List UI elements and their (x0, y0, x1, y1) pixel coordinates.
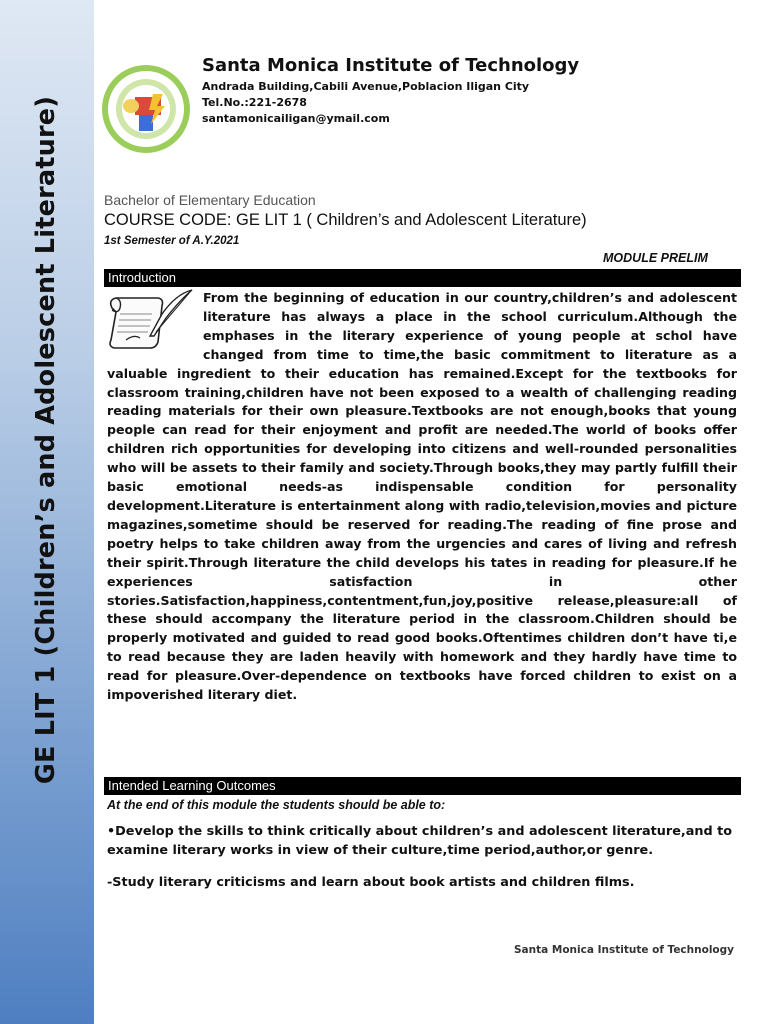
footer-institution: Santa Monica Institute of Technology (513, 944, 734, 956)
quill-spacer (107, 289, 203, 363)
outcome-item: -Study literary criticisms and learn about book artists and children films. (107, 875, 635, 890)
introduction-heading: Introduction (104, 269, 741, 287)
institution-phone: Tel.No.:221-2678 (202, 96, 307, 109)
outcome-item: •Develop the skills to think critically about children’s and adolescent literature,and to examine literary works in view of their culture,time period,author,or genre. (107, 824, 733, 858)
side-course-title: GE LIT 1 (Children’s and Adolescent Literature) (31, 95, 61, 785)
outcomes-heading: Intended Learning Outcomes (104, 777, 741, 795)
institution-email: santamonicailigan@ymail.com (202, 112, 390, 125)
outcomes-intro: At the end of this module the students should be able to: (107, 798, 446, 812)
module-label: MODULE PRELIM (603, 251, 708, 265)
semester-label: 1st Semester of A.Y.2021 (104, 235, 240, 247)
introduction-paragraph: From the beginning of education in our country,children’s and adolescent literature has always a place in the school curriculum.Although the emphases in the literary experience of young people at schol have changed from time to time,the basic commitment to literature as a valuable ingredient to their education has remained.Except for the textbooks for classroom training,children have not been exposed to a wealth of challenging reading reading materials for their own pleasure.Textbooks are not enough,books that young people can read for their enjoyment and profit are needed.The world of books offer children rich opportunities for developing into citizens and well-rounded personalities who will be assets to their family and society.Through books,they may partly fulfill their basic emotional needs-as indispensable condition for personality development.Literature is entertainment along with radio,television,movies and picture magazines,sometime should be reserved for reading.The reading of fine prose and poetry helps to take children away from the urgencies and cares of living and refresh their spirit.Through literature the child develops his tates in reading for pleasure.If he experiences satisfaction in other stories.Satisfaction,happiness,contentment,fun,joy,positive release,pleasure:all of these should accompany the literature period in the classroom.Children should be properly motivated and guided to read good books.Oftentimes children don’t have ti,e to read because they are laden heavily with homework and they hardly have time to read for pleasure.Over-dependence on textbooks have forced children to exist on a impoverished literary diet. (107, 290, 737, 703)
program-name: Bachelor of Elementary Education (104, 192, 316, 208)
school-logo (101, 64, 191, 154)
institution-name: Santa Monica Institute of Technology (202, 55, 580, 76)
course-code: COURSE CODE: GE LIT 1 ( Children’s and Adolescent Literature) (104, 211, 587, 229)
introduction-text (107, 289, 737, 705)
institution-address: Andrada Building,Cabili Avenue,Poblacion Iligan City (202, 80, 530, 93)
